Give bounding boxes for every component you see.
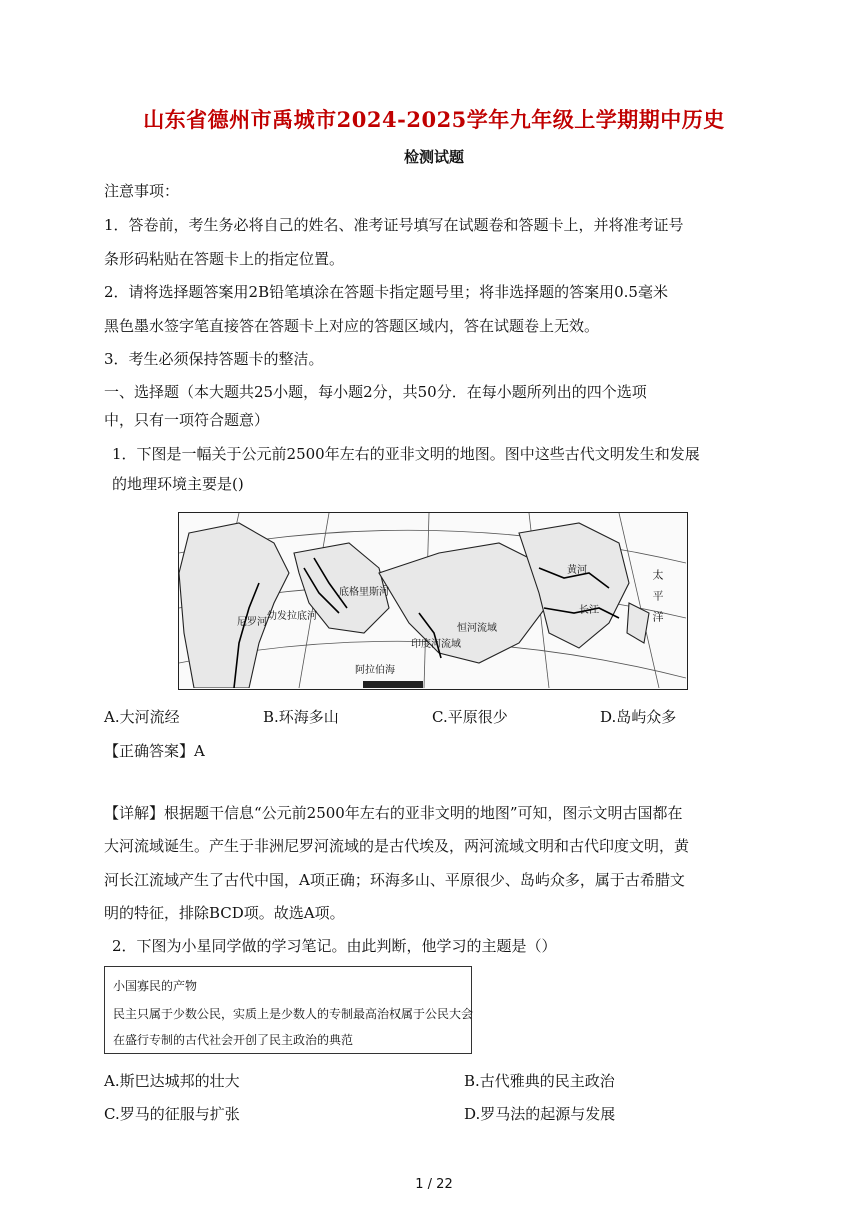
- q1-stem-cont: 的地理环境主要是(): [112, 475, 244, 493]
- notice-line: 黑色墨水签字笔直接答在答题卡上对应的答题区域内，答在试题卷上无效。: [104, 317, 600, 335]
- notice-line: 2．请将选择题答案用2B铅笔填涂在答题卡指定题号里；将非选择题的答案用0.5毫米: [104, 283, 668, 301]
- q1-option-a: A.大河流经: [104, 708, 180, 726]
- q2-option-c: C.罗马的征服与扩张: [104, 1105, 240, 1123]
- q2-option-d: D.罗马法的起源与发展: [464, 1105, 616, 1123]
- q1-answer: 【正确答案】A: [104, 742, 205, 760]
- q1-option-d: D.岛屿众多: [600, 708, 677, 726]
- note-line: 在盛行专制的古代社会开创了民主政治的典范: [113, 1033, 354, 1047]
- map-label: 阿拉伯海: [355, 665, 395, 676]
- map-label: 黄河: [567, 565, 587, 576]
- map-label: 长江: [579, 605, 599, 616]
- q1-option-c: C.平原很少: [432, 708, 508, 726]
- q1-explain: 【详解】根据题干信息“公元前2500年左右的亚非文明的地图”可知，图示文明古国都在: [104, 804, 683, 822]
- note-line: 民主只属于少数公民，实质上是少数人的专制最高治权属于公民大会: [113, 1007, 474, 1021]
- notice-heading: 注意事项：: [104, 182, 180, 200]
- map-label: 幼发拉底河: [267, 611, 317, 622]
- notice-line: 条形码粘贴在答题卡上的指定位置。: [104, 250, 345, 268]
- section-heading: 一、选择题（本大题共25小题，每小题2分，共50分．在每小题所列出的四个选项: [104, 383, 647, 401]
- study-note-image: [104, 966, 472, 1054]
- q1-explain: 河长江流域产生了古代中国，A项正确；环海多山、平原很少、岛屿众多，属于古希腊文: [104, 871, 685, 889]
- q2-option-b: B.古代雅典的民主政治: [464, 1072, 615, 1090]
- page-number: 1 / 22: [415, 1177, 453, 1192]
- notice-line: 3．考生必须保持答题卡的整洁。: [104, 350, 324, 368]
- section-heading-cont: 中，只有一项符合题意）: [104, 411, 270, 429]
- q2-option-a: A.斯巴达城邦的壮大: [104, 1072, 240, 1090]
- q2-stem: 2．下图为小星同学做的学习笔记。由此判断，他学习的主题是（）: [112, 937, 557, 955]
- document-subtitle: 检测试题: [403, 148, 464, 166]
- q1-stem: 1．下图是一幅关于公元前2500年左右的亚非文明的地图。图中这些古代文明发生和发展: [112, 445, 700, 463]
- map-label: 印度河流域: [411, 639, 461, 650]
- map-label: 恒河流域: [457, 623, 497, 634]
- document-title: 山东省德州市禹城市2024-2025学年九年级上学期期中历史: [143, 107, 725, 132]
- note-line: 小国寡民的产物: [113, 979, 198, 993]
- map-label: 底格里斯河: [339, 587, 389, 598]
- q1-option-b: B.环海多山: [263, 708, 339, 726]
- notice-line: 1．答卷前，考生务必将自己的姓名、准考证号填写在试题卷和答题卡上，并将准考证号: [104, 216, 684, 234]
- map-label: 尼罗河: [237, 617, 267, 628]
- map-label: 太平洋: [651, 569, 664, 632]
- ancient-civilizations-map: [178, 512, 688, 690]
- q1-explain: 明的特征，排除BCD项。故选A项。: [104, 904, 345, 922]
- q1-explain: 大河流域诞生。产生于非洲尼罗河流域的是古代埃及，两河流域文明和古代印度文明，黄: [104, 837, 690, 855]
